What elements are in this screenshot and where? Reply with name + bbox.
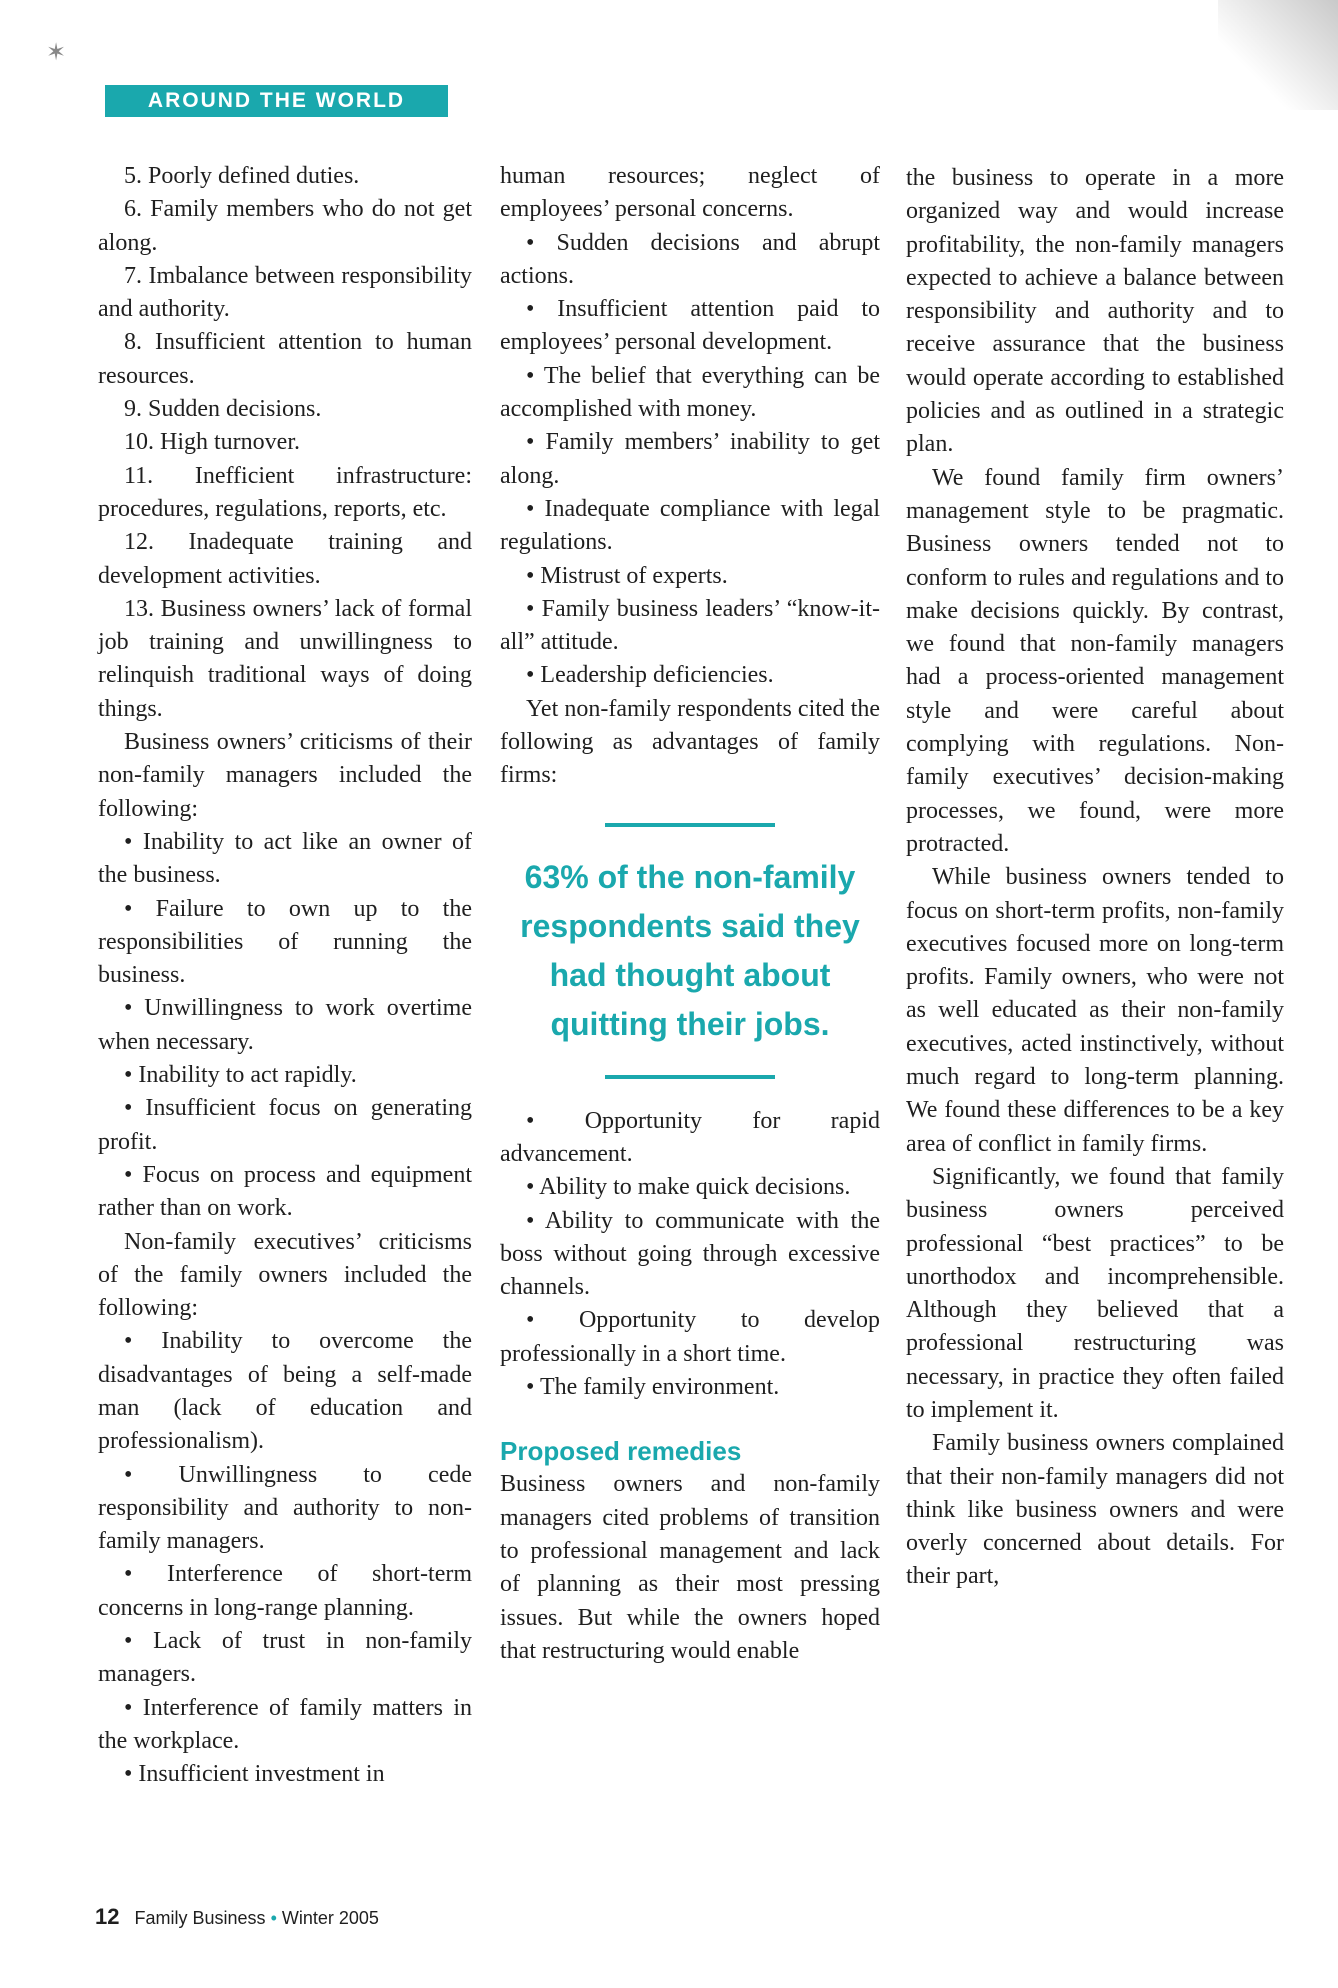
paragraph: 10. High turnover.	[124, 429, 300, 456]
paragraph: 5. Poorly defined duties.	[124, 163, 360, 189]
paragraph: 7. Imbalance between responsibility and authority.	[98, 262, 472, 323]
paragraph: • Interference of short-term concerns in long-range planning.	[98, 1561, 472, 1621]
paragraph: We found family firm owners’ management style to be pragmatic. Business owners tended not to conform to rules and regulations and to make decisions quickly. By contrast, we found that non-family managers had a process-oriented management style and were careful about complying with regulations. Non-family executives’ decision-making processes, we found, were more protracted.	[906, 464, 1284, 857]
paragraph: • Inability to overcome the disadvantages of being a self-made man (lack of education and professionalism).	[98, 1328, 472, 1455]
paragraph: • Focus on process and equipment rather than on work.	[98, 1161, 472, 1222]
footer-separator: •	[270, 1908, 277, 1928]
paragraph: 11. Inefficient infrastructure: procedures, regulations, reports, etc.	[98, 462, 472, 522]
paragraph: the business to operate in a more organized way and would increase profitability, the non-family managers expected to achieve a balance between responsibility and authority and to receive assurance that the business would operate according to established policies and as outlined in a strategic plan.	[906, 165, 1284, 458]
paragraph: Business owners’ criticisms of their non-family managers included the following:	[98, 729, 472, 822]
page-corner-shadow	[1218, 0, 1338, 110]
pull-quote-rule-bottom	[605, 1075, 775, 1079]
page-footer	[95, 1904, 379, 1930]
margin-mark: ✶	[46, 40, 67, 66]
paragraph: 6. Family members who do not get along.	[98, 196, 472, 256]
column-2-top-text	[500, 160, 880, 793]
column-2	[500, 160, 880, 1668]
paragraph: While business owners tended to focus on short-term profits, non-family executives focused more on long-term profits. Family owners, who were not as well educated as their non-family executives, acted instinctively, without much regard to long-term planning. We found these differences to be a key area of conflict in family firms.	[906, 864, 1284, 1157]
paragraph: • Mistrust of experts.	[526, 562, 728, 589]
paragraph: 9. Sudden decisions.	[124, 396, 322, 423]
pull-quote	[500, 823, 880, 1079]
column-2-advantages	[500, 1105, 880, 1405]
paragraph: • The family environment.	[526, 1374, 780, 1401]
paragraph: Yet non-family respondents cited the following as advantages of family firms:	[500, 695, 880, 789]
paragraph: • Inability to act like an owner of the business.	[98, 828, 472, 889]
paragraph: • Ability to communicate with the boss without going through excessive channels.	[500, 1207, 880, 1301]
paragraph: Family business owners complained that their non-family managers did not think like business owners and were overly concerned about details. For their part,	[906, 1430, 1284, 1590]
paragraph: • Inadequate compliance with legal regulations.	[500, 495, 880, 556]
paragraph: • Failure to own up to the responsibilities of running the business.	[98, 895, 472, 989]
paragraph: human resources; neglect of employees’ personal concerns.	[500, 163, 880, 223]
pull-quote-rule-top	[605, 823, 775, 827]
paragraph: • Sudden decisions and abrupt actions.	[500, 229, 880, 289]
paragraph: • Family members’ inability to get along.	[500, 429, 880, 489]
column-3	[906, 162, 1284, 1594]
paragraph: 8. Insufficient attention to human resources.	[98, 329, 472, 389]
paragraph: 12. Inadequate training and development activities.	[98, 529, 472, 589]
column-1	[98, 160, 472, 1792]
section-label: AROUND THE WORLD	[105, 85, 448, 117]
paragraph: Significantly, we found that family business owners perceived professional “best practices” to be unorthodox and incomprehensible. Although they believed that a professional restructuring was necessary, in practice they often failed to implement it.	[906, 1163, 1284, 1423]
paragraph: • Insufficient investment in	[124, 1761, 385, 1788]
paragraph: • Leadership deficiencies.	[526, 662, 774, 689]
paragraph: • The belief that everything can be accomplished with money.	[500, 362, 880, 423]
paragraph: • Opportunity to develop professionally in a short time.	[500, 1307, 880, 1367]
paragraph: 13. Business owners’ lack of formal job training and unwillingness to relinquish traditional ways of doing things.	[98, 595, 472, 722]
pull-quote-text: 63% of the non-family respondents said they had thought about quitting their jobs.	[520, 858, 860, 1042]
page-number: 12	[95, 1904, 120, 1929]
paragraph: • Unwillingness to cede responsibility and authority to non-family managers.	[98, 1461, 472, 1555]
paragraph: • Inability to act rapidly.	[124, 1062, 357, 1089]
paragraph: Non-family executives’ criticisms of the family owners included the following:	[98, 1228, 472, 1322]
paragraph: • Interference of family matters in the workplace.	[98, 1694, 472, 1754]
paragraph: • Opportunity for rapid advancement.	[500, 1107, 880, 1167]
subhead-proposed-remedies: Proposed remedies	[500, 1436, 742, 1467]
paragraph: • Insufficient focus on generating profit.	[98, 1095, 472, 1155]
remedies-paragraph: Business owners and non-family managers cited problems of transition to professional management and lack of planning as their most pressing issues. But while the owners hoped that restructuring would enable	[500, 1471, 880, 1664]
paragraph: • Insufficient attention paid to employees’ personal development.	[500, 296, 880, 356]
paragraph: • Family business leaders’ “know-it-all” attitude.	[500, 595, 880, 656]
publication-name: Family Business	[134, 1908, 266, 1928]
paragraph: • Lack of trust in non-family managers.	[98, 1628, 472, 1688]
issue-date: Winter 2005	[281, 1908, 379, 1928]
paragraph: • Ability to make quick decisions.	[526, 1174, 851, 1201]
paragraph: • Unwillingness to work overtime when necessary.	[98, 995, 472, 1055]
